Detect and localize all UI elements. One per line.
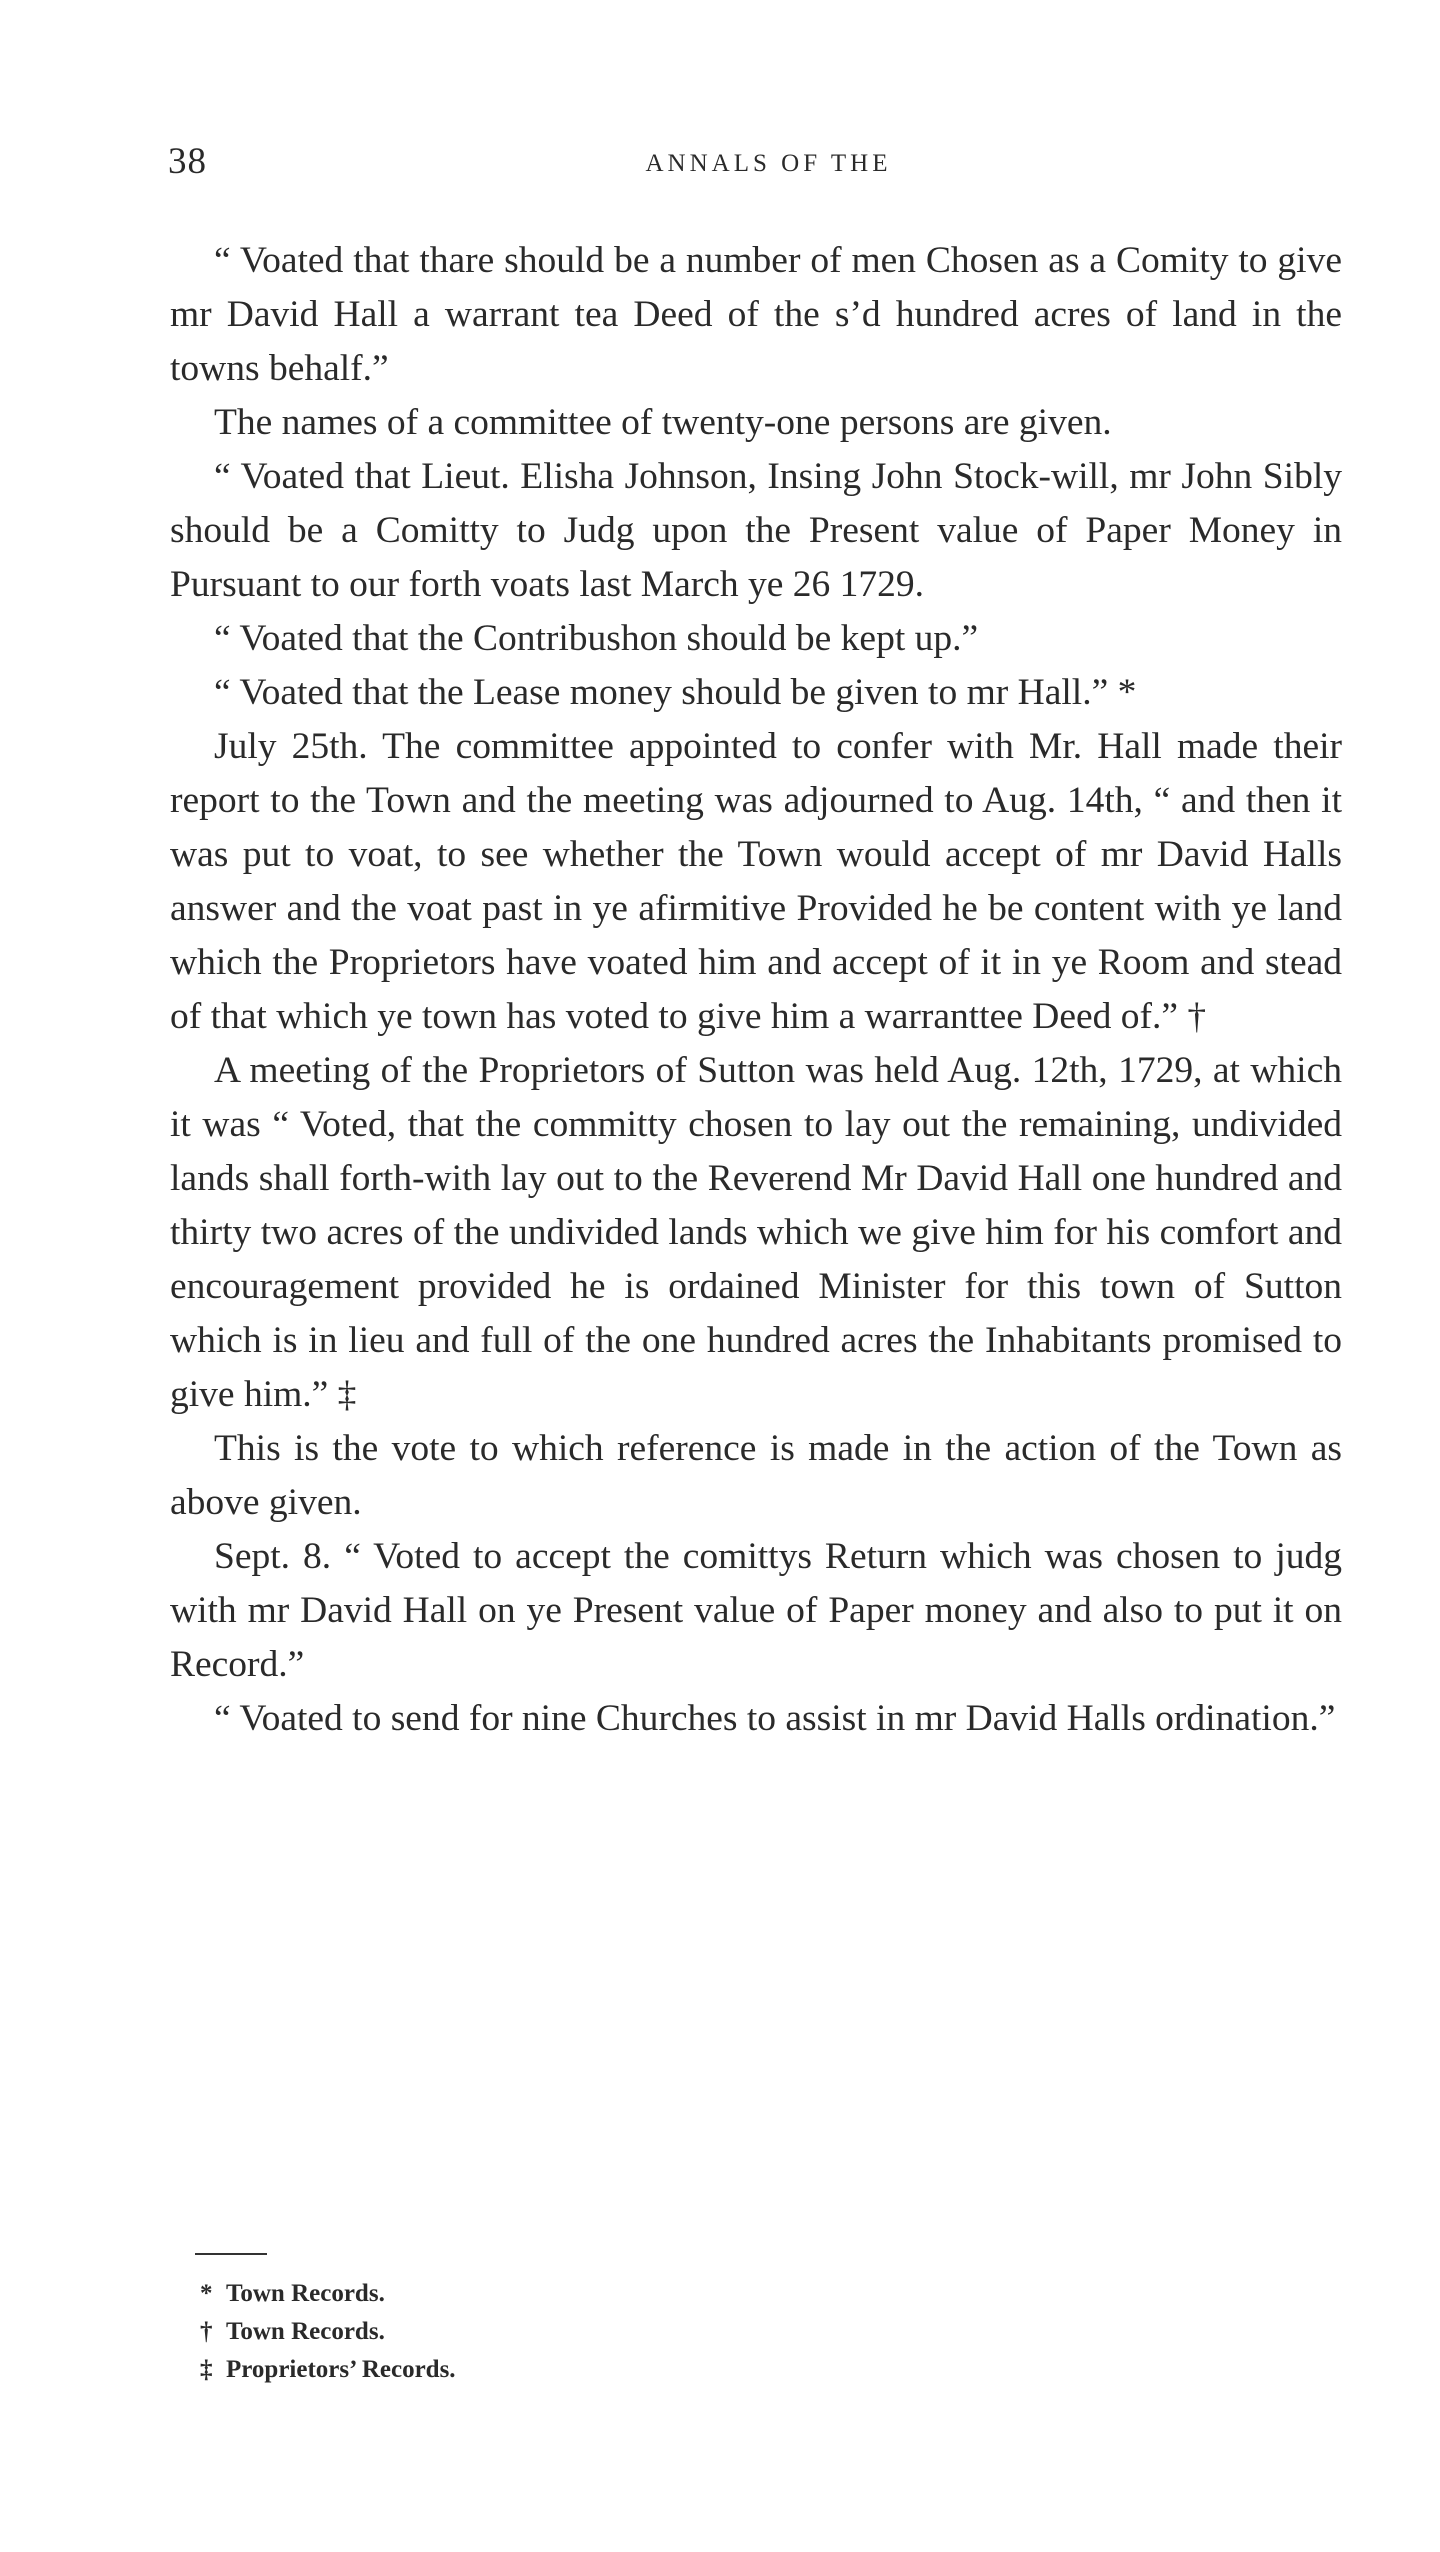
footnote-text: Proprietors’ Records. — [226, 2356, 456, 2383]
footnote — [200, 2275, 456, 2313]
paragraph: This is the vote to which reference is made in the action of the Town as above given. — [170, 1428, 1342, 1523]
footnote — [200, 2351, 456, 2389]
footnote-marker: * — [200, 2280, 213, 2307]
paragraph: “ Voated that the Contribushon should be kept up.” — [214, 618, 979, 659]
paragraph: “ Voated that Lieut. Elisha Johnson, Insing John Stock-will, mr John Sibly should be a Comitty to Judg upon the Present value of Paper Money in Pursuant to our forth voats last March ye 26 1729. — [170, 456, 1342, 605]
paragraph: Sept. 8. “ Voted to accept the comittys Return which was chosen to judg with mr David Hall on ye Present value of Paper money and also to put it on Record.” — [170, 1536, 1342, 1685]
footnote-text: Town Records. — [226, 2318, 385, 2345]
body-text — [170, 234, 1342, 1746]
footnotes — [200, 2275, 456, 2389]
running-title: ANNALS OF THE — [645, 150, 892, 177]
footnote-text: Town Records. — [226, 2280, 385, 2307]
paragraph: A meeting of the Proprietors of Sutton was held Aug. 12th, 1729, at which it was “ Voted, that the committy chosen to lay out the remaining, undivided lands shall forth-with lay out to the Reverend Mr David Hall one hundred and thirty two acres of the undivided lands which we give him for his comfort and encouragement provided he is ordained Minister for this town of Sutton which is in lieu and full of the one hundred acres the Inhabitants promised to give him.” ‡ — [170, 1050, 1342, 1415]
paragraph: “ Voated that the Lease money should be given to mr Hall.” * — [214, 672, 1137, 713]
footnote-marker: ‡ — [200, 2356, 213, 2383]
footnote-divider — [195, 2253, 267, 2255]
footnote-marker: † — [200, 2318, 213, 2345]
paragraph: “ Voated to send for nine Churches to assist in mr David Halls ordination.” — [214, 1698, 1336, 1739]
paragraph: July 25th. The committee appointed to confer with Mr. Hall made their report to the Town and the meeting was adjourned to Aug. 14th, “ and then it was put to voat, to see whether the Town would accept of mr David Halls answer and the voat past in ye afirmitive Provided he be content with ye land which the Proprietors have voated him and accept of it in ye Room and stead of that which ye town has voted to give him a warranttee Deed of.” † — [170, 726, 1342, 1037]
paragraph: “ Voated that thare should be a number of men Chosen as a Comity to give mr David Hall a warrant tea Deed of the s’d hundred acres of land in the towns behalf.” — [170, 240, 1342, 389]
footnote — [200, 2313, 456, 2351]
running-head — [168, 140, 1343, 190]
page-number: 38 — [168, 141, 207, 182]
paragraph: The names of a committee of twenty-one persons are given. — [214, 402, 1112, 443]
